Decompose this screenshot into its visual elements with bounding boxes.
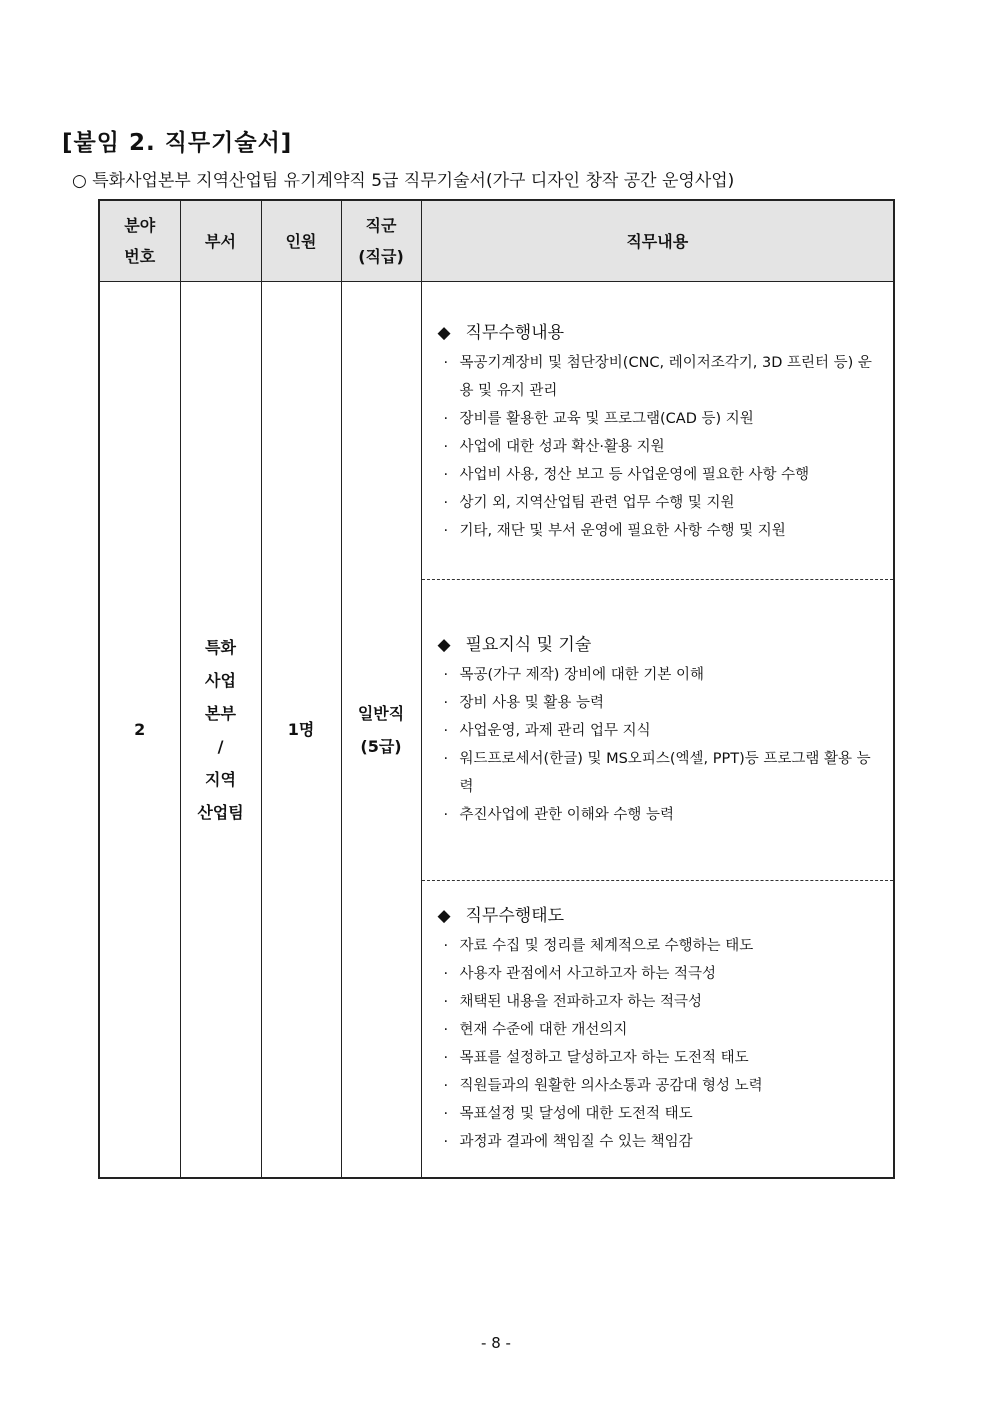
list-item-text: 장비 사용 및 활용 능력 — [459, 695, 604, 711]
list-item — [438, 1016, 884, 1044]
list-item-text: 사업비 사용, 정산 보고 등 사업운영에 필요한 사항 수행 — [459, 467, 810, 483]
list-item-text: 기타, 재단 및 부서 운영에 필요한 사항 수행 및 지원 — [459, 523, 786, 539]
dept-line: 사업 — [205, 670, 236, 690]
list-item — [438, 489, 884, 517]
list-item — [438, 1100, 884, 1128]
bullet-icon: · — [443, 1078, 449, 1094]
dept-line: 지역 — [205, 769, 236, 789]
bullet-icon: · — [443, 723, 449, 739]
bullet-icon: · — [443, 1134, 449, 1150]
list-item — [438, 433, 884, 461]
diamond-icon: ◆ — [437, 906, 451, 926]
list-item — [438, 1128, 884, 1156]
list-item-text: 추진사업에 관한 이해와 수행 능력 — [459, 807, 675, 823]
header-job-grade-line2: (직급) — [358, 247, 404, 266]
list-item — [438, 349, 884, 405]
section-title: 직무수행내용 — [465, 323, 565, 343]
bullet-icon: · — [443, 1022, 449, 1038]
bullet-icon: · — [443, 667, 449, 683]
bullet-icon: · — [443, 938, 449, 954]
list-item-text: 현재 수준에 대한 개선의지 — [459, 1022, 628, 1038]
list-item-text: 사용자 관점에서 사고하고자 하는 적극성 — [459, 966, 717, 982]
list-item-text: 목공기계장비 및 첨단장비(CNC, 레이저조각기, 3D 프린터 등) 운용 및 유지 관리 — [459, 355, 872, 399]
diamond-icon: ◆ — [437, 323, 451, 343]
dept-line: 산업팀 — [197, 802, 244, 822]
list-item — [438, 689, 884, 717]
list-item — [438, 717, 884, 745]
table-header-row — [99, 200, 894, 282]
list-item — [438, 801, 884, 829]
list-item-text: 워드프로세서(한글) 및 MS오피스(엑셀, PPT)등 프로그램 활용 능력 — [459, 751, 871, 795]
cell-dept — [180, 282, 261, 1179]
cell-field-no: 2 — [99, 282, 180, 1179]
list-item-text: 목표를 설정하고 달성하고자 하는 도전적 태도 — [459, 1050, 749, 1066]
section-duties — [422, 282, 894, 580]
list-item-text: 채택된 내용을 전파하고자 하는 적극성 — [459, 994, 703, 1010]
document-title: [붙임 2. 직무기술서] — [62, 130, 293, 156]
section-attitude — [422, 881, 894, 1177]
section-title: 필요지식 및 기술 — [465, 635, 592, 655]
bullet-icon: · — [443, 495, 449, 511]
bullet-icon: · — [443, 411, 449, 427]
bullet-icon: · — [443, 994, 449, 1010]
list-item — [438, 461, 884, 489]
bullet-icon: · — [443, 966, 449, 982]
bullet-icon: · — [443, 695, 449, 711]
cell-job-grade — [341, 282, 421, 1179]
bullet-icon: · — [443, 355, 449, 371]
bullet-icon: · — [443, 467, 449, 483]
header-job-grade-line1: 직군 — [365, 216, 397, 235]
list-item-text: 사업운영, 과제 관리 업무 지식 — [459, 723, 651, 739]
header-job-grade — [341, 200, 421, 282]
job-grade-line2: (5급) — [360, 736, 402, 756]
list-item-text: 자료 수집 및 정리를 체계적으로 수행하는 태도 — [459, 938, 754, 954]
page-number: - 8 - — [481, 1334, 511, 1352]
bullet-icon: · — [443, 439, 449, 455]
list-item — [438, 1072, 884, 1100]
bullet-icon: · — [443, 751, 449, 767]
header-duties: 직무내용 — [421, 200, 894, 282]
cell-duties — [421, 282, 894, 1179]
list-item-text: 직원들과의 원활한 의사소통과 공감대 형성 노력 — [459, 1078, 763, 1094]
diamond-icon: ◆ — [437, 635, 451, 655]
list-item — [438, 988, 884, 1016]
bullet-icon: · — [443, 523, 449, 539]
bullet-icon: · — [443, 1106, 449, 1122]
header-dept: 부서 — [180, 200, 261, 282]
bullet-icon: · — [443, 807, 449, 823]
header-field-no — [99, 200, 180, 282]
list-item — [438, 517, 884, 545]
header-field-no-line1: 분야 — [124, 216, 156, 235]
list-item — [438, 1044, 884, 1072]
list-item — [438, 932, 884, 960]
bullet-icon: · — [443, 1050, 449, 1066]
table-row — [99, 282, 894, 1179]
dept-line: 본부 — [205, 703, 236, 723]
list-item-text: 상기 외, 지역산업팀 관련 업무 수행 및 지원 — [459, 495, 735, 511]
list-item-text: 목공(가구 제작) 장비에 대한 기본 이해 — [459, 667, 704, 683]
document-subtitle: ○ 특화사업본부 지역산업팀 유기계약직 5급 직무기술서(가구 디자인 창작 공간 운영사업) — [72, 171, 735, 191]
section-title: 직무수행태도 — [465, 906, 565, 926]
section-heading — [438, 634, 884, 656]
list-item — [438, 405, 884, 433]
header-headcount: 인원 — [261, 200, 341, 282]
cell-headcount: 1명 — [261, 282, 341, 1179]
dept-line: / — [217, 736, 224, 756]
section-heading — [438, 322, 884, 344]
list-item — [438, 661, 884, 689]
section-knowledge-skills — [422, 580, 894, 881]
list-item — [438, 745, 884, 801]
job-grade-line1: 일반직 — [357, 703, 405, 723]
list-item-text: 장비를 활용한 교육 및 프로그램(CAD 등) 지원 — [459, 411, 754, 427]
job-description-table — [98, 199, 895, 1179]
section-heading — [438, 905, 884, 927]
list-item — [438, 960, 884, 988]
list-item-text: 사업에 대한 성과 확산·활용 지원 — [459, 439, 665, 455]
list-item-text: 목표설정 및 달성에 대한 도전적 태도 — [459, 1106, 693, 1122]
dept-line: 특화 — [205, 637, 236, 657]
list-item-text: 과정과 결과에 책임질 수 있는 책임감 — [459, 1134, 693, 1150]
header-field-no-line2: 번호 — [124, 247, 156, 266]
